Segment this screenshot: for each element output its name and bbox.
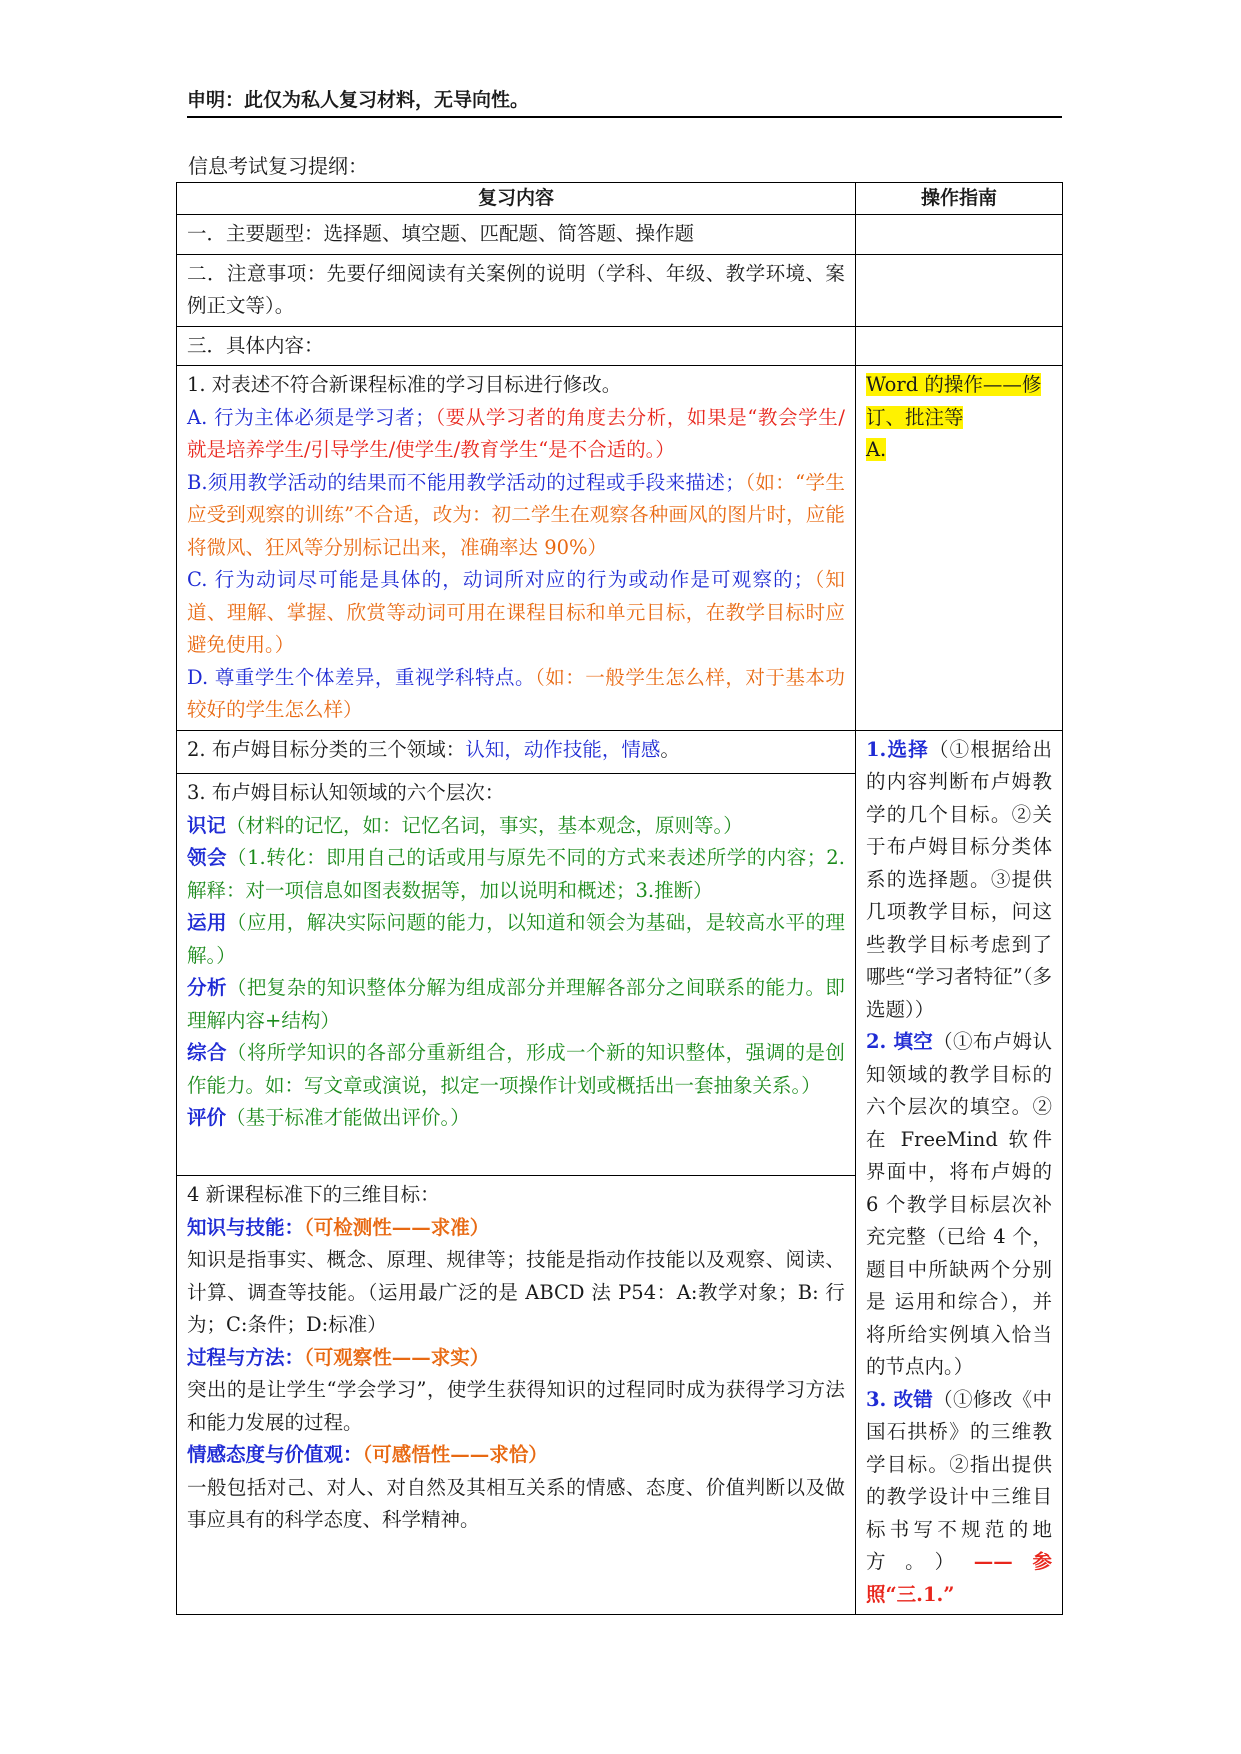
level-item: 运用（应用，解决实际问题的能力，以知道和领会为基础，是较高水平的理解。）: [187, 911, 845, 967]
empty-guide-cell: [855, 254, 1062, 326]
section-1-title: 1. 对表述不符合新课程标准的学习目标进行修改。: [187, 373, 622, 396]
section-2-bloom-domains: 2. 布卢姆目标分类的三个领域：认知，动作技能，情感。: [177, 730, 856, 774]
level-item: 综合（将所学知识的各部分重新组合，形成一个新的知识整体，强调的是创作能力。如：写文章或演说，拟定一项操作计划或概括出一套抽象关系。）: [187, 1041, 845, 1097]
section-4-title: 4 新课程标准下的三维目标：: [187, 1183, 440, 1206]
header-rule: [187, 116, 1062, 118]
level-item: 识记（材料的记忆，如：记忆名词，事实，基本观念，原则等。）: [187, 813, 743, 837]
knowledge-heading: 知识与技能：（可检测性——求准）: [187, 1215, 490, 1239]
guide-word-sub: A.: [865, 438, 887, 461]
bloom-domains-value: 认知，动作技能，情感: [465, 737, 661, 761]
table-row: [177, 254, 1063, 326]
guide-word-operation: [855, 366, 1062, 731]
guide-fill-heading: 2. 填空: [865, 1030, 934, 1053]
guide-choice-heading: 1.选择: [865, 737, 929, 761]
knowledge-body: 知识是指事实、概念、原理、规律等；技能是指动作技能以及观察、阅读、计算、调查等技能。（运用最广泛的是 ABCD 法 P54：A:教学对象；B: 行为；C:条件；D:标准）: [187, 1248, 845, 1336]
rule-d: D. 尊重学生个体差异，重视学科特点。（如：一般学生怎么样，对于基本功较好的学生怎么样）: [187, 665, 845, 721]
emotion-body: 一般包括对己、对人、对自然及其相互关系的情感、态度、价值判断以及做事应具有的科学态度、科学精神。: [187, 1475, 845, 1531]
guide-reference: ——参照“三.1.”: [865, 1550, 1052, 1606]
table-row: [177, 366, 1063, 731]
emotion-heading: 情感态度与价值观：（可感悟性——求恰）: [187, 1443, 548, 1466]
table-header-row: [177, 183, 1063, 215]
empty-guide-cell: [855, 326, 1062, 366]
guide-fill-text: （①布卢姆认知领域的教学目标的六个层次的填空。②在 FreeMind 软件界面中，将布卢姆的 6 个教学目标层次补充完整（已给 4 个，题目中所缺两个分别是 运用和综合），并将所给实例填入恰当的节点内。）: [865, 1030, 1052, 1378]
level-item: 分析（把复杂的知识整体分解为组成部分并理解各部分之间联系的能力。即理解内容+结构）: [187, 976, 845, 1032]
table-row: [177, 326, 1063, 366]
section-3-title: 3. 布卢姆目标认知领域的六个层次：: [187, 781, 505, 805]
column-header-guide: 操作指南: [855, 183, 1062, 215]
specific-content-heading: 三．具体内容：: [177, 326, 856, 366]
question-types: 一．主要题型：选择题、填空题、匹配题、简答题、操作题: [177, 215, 856, 255]
guide-word-text: Word 的操作——修订、批注等: [865, 373, 1042, 429]
empty-guide-cell: [855, 215, 1062, 255]
document-title: 信息考试复习提纲：: [188, 154, 368, 178]
disclaimer-header: 申明：此仅为私人复习材料，无导向性。: [187, 89, 530, 111]
level-item: 评价（基于标准才能做出评价。）: [187, 1106, 470, 1130]
guide-correct-heading: 3. 改错: [865, 1387, 934, 1411]
guide-choice-text: （①根据给出的内容判断布卢姆教学的几个目标。②关于布卢姆目标分类体系的选择题。③提供几项教学目标，问这些教学目标考虑到了哪些“学习者特征”（多选题））: [865, 737, 1052, 1021]
rule-a: A. 行为主体必须是学习者；（要从学习者的角度去分析，如果是“教会学生/ 就是培养学生/引导学生/使学生/教育学生“是不合适的。）: [187, 405, 845, 461]
table-row: [177, 730, 1063, 774]
table-row: [177, 215, 1063, 255]
process-body: 突出的是让学生“学会学习”，使学生获得知识的过程同时成为获得学习方法和能力发展的过程。: [187, 1378, 845, 1434]
rule-b: B.须用教学活动的结果而不能用教学活动的过程或手段来描述；（如：“学生应受到观察的训练”不合适，改为：初二学生在观察各种画风的图片时，应能将微风、狂风等分别标记出来，准确率达 90%）: [187, 470, 845, 559]
section-3-cognitive-levels: [177, 774, 856, 1176]
column-header-content: 复习内容: [177, 183, 856, 215]
process-heading: 过程与方法：（可观察性——求实）: [187, 1345, 490, 1369]
rule-c: C. 行为动词尽可能是具体的，动词所对应的行为或动作是可观察的；（知道、理解、掌握、欣赏等动词可用在课程目标和单元目标，在教学目标时应避免使用。）: [187, 568, 845, 656]
section-4-three-dimensions: [177, 1176, 856, 1615]
guide-correct-text: （①修改《中国石拱桥》的三维教学目标。②指出提供的教学设计中三维目标书写不规范的地方。）: [865, 1387, 1052, 1573]
level-item: 领会（1.转化：即用自己的话或用与原先不同的方式来表述所学的内容；2.解释：对一项信息如图表数据等，加以说明和概述；3.推断）: [187, 846, 845, 902]
section-1-learning-objectives: [177, 366, 856, 731]
notes-row: 二．注意事项：先要仔细阅读有关案例的说明（学科、年级、教学环境、案例正文等）。: [177, 254, 856, 326]
guide-exam-operations: [855, 730, 1062, 1615]
review-outline-table: [176, 182, 1063, 1615]
